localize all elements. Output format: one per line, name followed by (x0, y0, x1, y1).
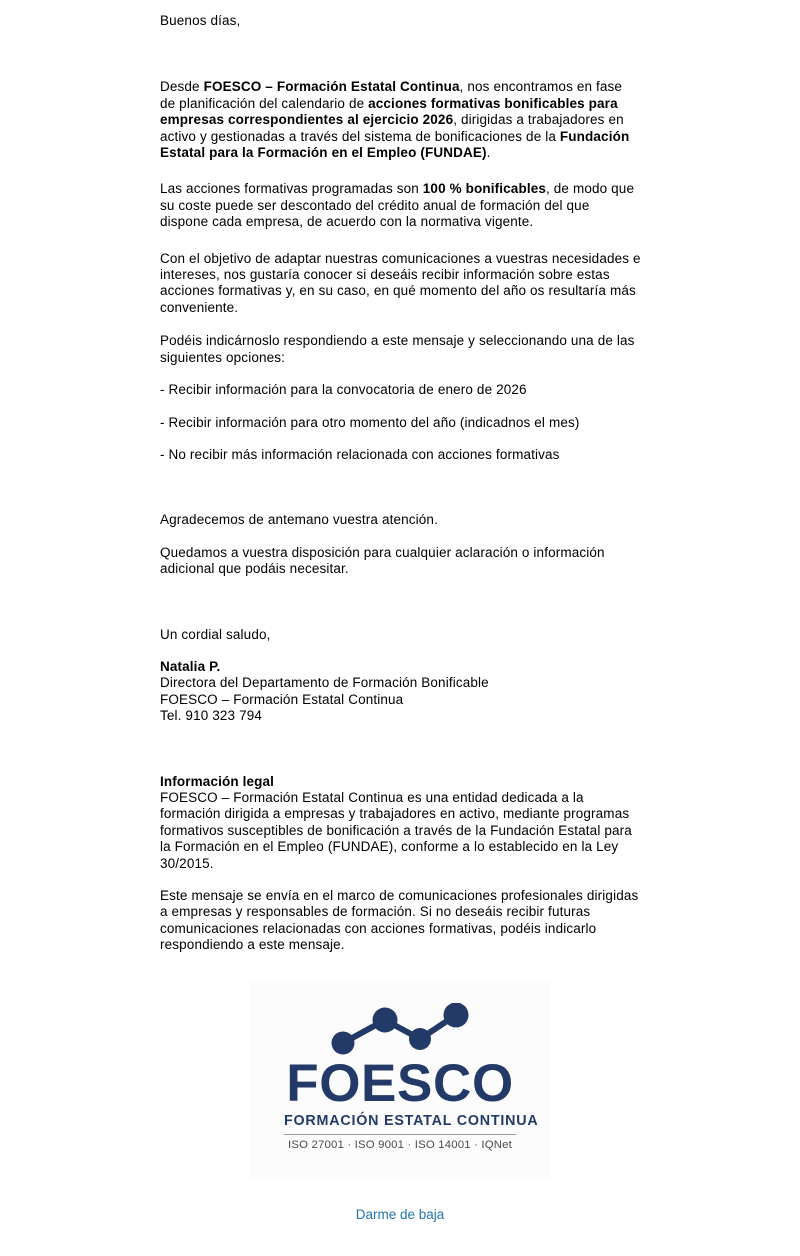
signature-name-text: Natalia P. (160, 658, 221, 674)
bonificables-paragraph (160, 181, 641, 230)
logo-wordmark: FOESCO (286, 1053, 514, 1113)
signature-phone: Tel. 910 323 794 (160, 708, 262, 724)
intro-org-name: FOESCO – Formación Estatal Continua (203, 79, 460, 95)
spacer-1 (160, 161, 641, 181)
option-item-3: - No recibir más información relacionada con acciones formativas (160, 446, 560, 462)
agradecimiento-paragraph: Agradecemos de antemano vuestra atención. (160, 512, 438, 528)
spacer-5 (160, 463, 641, 512)
intro-fundae: Fundación Estatal para la Formación en el Empleo (FUNDAE) (160, 128, 630, 161)
signature-name (160, 659, 641, 675)
logo-certifications: ISO 27001 · ISO 9001 · ISO 14001 · IQNet (287, 1138, 512, 1151)
spacer-after-greeting (160, 29, 641, 79)
closing-line: Un cordial saludo, (160, 626, 271, 642)
objetivo-paragraph: Con el objetivo de adaptar nuestras comunicaciones a vuestras necesidades e intereses, nos gustaría conocer si deseáis recibir información sobre estas acciones formativas y, en su caso, en qué momento del año os resultaría más conveniente. (160, 250, 641, 315)
intro-end: . (486, 145, 491, 161)
intro-paragraph (160, 79, 641, 161)
option-item-2: - Recibir información para otro momento del año (indicadnos el mes) (160, 414, 580, 430)
intro-mid-2: , dirigidas a trabajadores en activo y gestionadas a través del sistema de bonificaciones de la (160, 112, 624, 144)
spacer-8 (160, 643, 641, 659)
email-message-body (160, 13, 641, 954)
bonificables-highlight: 100 % bonificables (422, 181, 547, 197)
intro-lead: Desde (160, 79, 204, 95)
bonificables-post: , de modo que su coste puede ser descontado del crédito anual de formación del que dispone cada empresa, de acuerdo con la normativa vigente. (160, 181, 635, 230)
logo-divider (284, 1134, 516, 1135)
unsubscribe-row (0, 1206, 800, 1224)
spacer-option-2 (160, 431, 641, 447)
instruccion-paragraph: Podéis indicárnoslo respondiendo a este mensaje y seleccionando una de las siguientes opciones: (160, 333, 635, 365)
spacer-3 (160, 316, 641, 333)
node-1 (332, 1031, 355, 1054)
option-item-1: - Recibir información para la convocatoria de enero de 2026 (160, 382, 527, 398)
node-3 (409, 1028, 431, 1050)
node-2 (373, 1007, 398, 1032)
logo-tagline: FORMACIÓN ESTATAL CONTINUA (284, 1112, 539, 1129)
intro-subject: acciones formativas bonificables para empresas correspondientes al ejercicio 2026 (160, 95, 618, 128)
intro-mid-1: , nos encontramos en fase de planificación del calendario de (160, 79, 623, 111)
legal-heading (160, 774, 641, 790)
foesco-logo (284, 1003, 539, 1152)
spacer-7 (160, 578, 641, 627)
spacer-6 (160, 529, 641, 545)
signature-company: FOESCO – Formación Estatal Continua (160, 691, 404, 707)
legal-paragraph-2: Este mensaje se envía en el marco de comunicaciones profesionales dirigidas a empresas y responsables de formación. Si no deseáis recibir futuras comunicaciones relacionadas con acciones formativas, podéis indicarlo respondiendo a este mensaje. (160, 888, 639, 953)
legal-heading-text: Información legal (160, 773, 275, 789)
bonificables-pre: Las acciones formativas programadas son (160, 181, 423, 197)
disposicion-paragraph: Quedamos a vuestra disposición para cualquier aclaración o información adicional que podáis necesitar. (160, 544, 605, 577)
spacer-option-1 (160, 399, 641, 415)
spacer-9 (160, 725, 641, 774)
foesco-logo-block (250, 980, 550, 1178)
unsubscribe-link[interactable]: Darme de baja (355, 1207, 445, 1222)
greeting-line: Buenos días, (160, 13, 241, 28)
network-nodes-icon (325, 1003, 475, 1055)
legal-paragraph-1: FOESCO – Formación Estatal Continua es una entidad dedicada a la formación dirigida a empresas y trabajadores en activo, mediante programas formativos susceptibles de bonificación a través de la Fundación Estatal para la Formación en el Empleo (FUNDAE), conforme a lo establecido en la Ley 30/2015. (160, 789, 632, 871)
spacer-2 (160, 231, 641, 251)
spacer-4 (160, 366, 641, 382)
signature-role: Directora del Departamento de Formación Bonificable (160, 675, 489, 691)
node-4 (444, 1003, 469, 1028)
spacer-10 (160, 872, 641, 888)
legal-section (160, 774, 641, 954)
email-signature (160, 659, 641, 725)
